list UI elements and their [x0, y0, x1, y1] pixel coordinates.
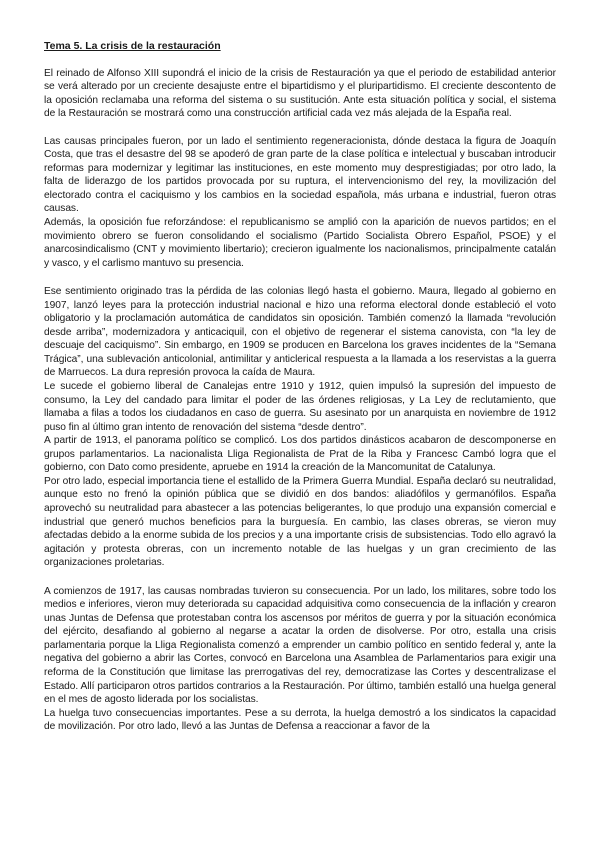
paragraph-canalejas: Le sucede el gobierno liberal de Canalejas entre 1910 y 1912, quien impulsó la supresión del impuesto de consumo, la Ley del candado para limitar el poder de las órdenes religiosas, y La Ley de reclutamiento, que llamaba a filas a todos los ciudadanos en caso de guerra. Su asesinato por un anarquista en noviembre de 1912 puso fin al último gran intento de renovación del sistema “desde dentro”. [44, 381, 556, 433]
document-title: Tema 5. La crisis de la restauración [44, 40, 221, 52]
paragraph-opposition: Además, la oposición fue reforzándose: el republicanismo se amplió con la aparición de nuevos partidos; en el movimiento obrero se fueron consolidando el socialismo (Partido Socialista Obrero Español, PSOE) y el anarcosindicalismo (CNT y movimiento libertario); crecieron igualmente los nacionalismos, principalmente catalán y vasco, y el carlismo mantuvo su presencia. [44, 217, 556, 269]
paragraph-wwi: Por otro lado, especial importancia tiene el estallido de la Primera Guerra Mundial. España declaró su neutralidad, aunque esto no frenó la opinión pública que se dividió en dos bandos: aliadófilos y germanófilos. España aprovechó su neutralidad para abastecer a las potencias beligerantes, lo que produjo una expansión comercial e industrial que generó muchos beneficios para la burguesía. En cambio, las clases obreras, se vieron muy afectadas debido a la enorme subida de los precios y a una importante crisis de subsistencias. Todo ello agravó la agitación y protesta obreras, con un incremento notable de las huelgas y un gran crecimiento de las organizaciones proletarias. [44, 475, 556, 569]
paragraph-strike: La huelga tuvo consecuencias importantes. Pese a su derrota, la huelga demostró a los sindicatos la capacidad de movilización. Por otro lado, llevó a las Juntas de Defensa a reaccionar a favor de la [44, 707, 556, 733]
paragraph-causes: Las causas principales fueron, por un lado el sentimiento regeneracionista, dónde destaca la figura de Joaquín Costa, que tras el desastre del 98 se apoderó de gran parte de la clase política e intelectual y buscaban introducir reformas para modernizar y legitimar las instituciones, en este momento muy desprestigiadas; por otro lado, la falta de liderazgo de los partidos provocada por su ruptura, el intervencionismo del rey, la movilización del electorado contra el caciquismo y los cambios en la sociedad española, más urbana e industrial, fueron otras causas. [44, 135, 556, 215]
paragraph-1917: A comienzos de 1917, las causas nombradas tuvieron su consecuencia. Por un lado, los militares, sobre todo los medios e inferiores, vieron muy deteriorada su capacidad adquisitiva como consecuencia de la inflación y crearon unas Juntas de Defensa que protestaban contra los ascensos por méritos de guerra y por la situación económica del ejército, desafiando al gobierno al negarse a acatar la orden de disolverse. Por otro, estalla una crisis parlamentaria porque la Lliga Regionalista comenzó a emprender un cambio político en sentido federal y, ante la negativa del gobierno a abrir las Cortes, convocó en Barcelona una Asamblea de Parlamentarios para exigir una reforma de la Constitución que limitase las prerrogativas del rey, democratizase las Cortes y descentralizase el Estado. Allí participaron otros partidos contrarios a la Restauración. Por último, también estalló una huelga general en el mes de agosto liderada por los socialistas. [44, 585, 556, 706]
paragraph-gap [44, 121, 556, 135]
paragraph-gap [44, 270, 556, 285]
paragraph-gap [44, 570, 556, 585]
paragraph-intro: El reinado de Alfonso XIII supondrá el inicio de la crisis de Restauración ya que el periodo de estabilidad anterior se verá alterado por un creciente desajuste entre el bipartidismo y el pluripartidismo. El creciente descontento de la oposición reclamaba una reforma del sistema o su sustitución. Ante esta situación política y social, el sistema de la Restauración se mostrará como una construcción artificial cada vez más alejada de la España real. [44, 67, 556, 120]
paragraph-maura: Ese sentimiento originado tras la pérdida de las colonias llegó hasta el gobierno. Maura, llegado al gobierno en 1907, lanzó leyes para la protección industrial nacional e hizo una reforma electoral donde estableció el voto obligatorio y la proclamación automática de candidatos sin oposición. También comenzó la llamada “revolución desde arriba”, modernizadora y anticaciquil, con el objetivo de regenerar el sistema canovista, con “la ley de descuaje del caciquismo”. Sin embargo, en 1909 se producen en Barcelona los graves incidentes de la “Semana Trágica”, una sublevación anticolonial, antimilitar y anticlerical respuesta a la llamada a los reservistas a la guerra de Marruecos. La dura represión provoca la caída de Maura. [44, 286, 556, 379]
paragraph-1913: A partir de 1913, el panorama político se complicó. Los dos partidos dinásticos acabaron de descomponerse en grupos parlamentarios. La nacionalista Lliga Regionalista de Prat de la Riba y Francesc Cambó logra que el gobierno, con Dato como presidente, apruebe en 1914 la creación de la Mancomunitat de Catalunya. [44, 435, 556, 474]
